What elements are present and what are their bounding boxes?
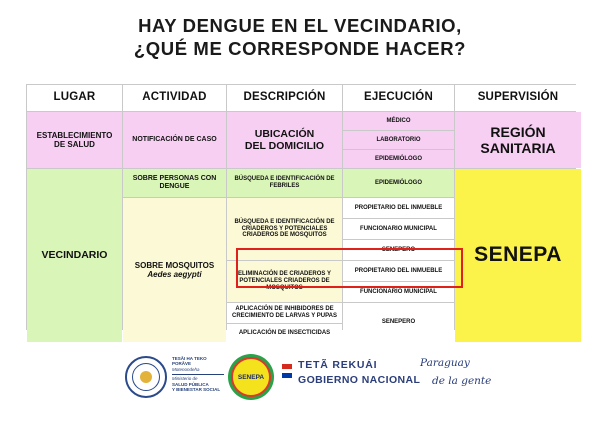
ejecucion-propietario-1: PROPIETARIO DEL INMUEBLE xyxy=(343,198,454,218)
ministry-seal-icon xyxy=(125,356,167,398)
ejecucion-funcionario-1: FUNCIONARIO MUNICIPAL xyxy=(343,219,454,239)
descripcion-ubicacion xyxy=(227,112,342,168)
footer-logos xyxy=(0,350,600,410)
lugar-establecimiento: ESTABLECIMIENTO DE SALUD xyxy=(27,112,122,168)
descripcion-criaderos: BÚSQUEDA E IDENTIFICACIÓN DE CRIADEROS Y POTENCIALES CRIADEROS DE MOSQUITOS xyxy=(227,198,342,260)
supervision-senepa: SENEPA xyxy=(455,169,581,342)
ejecucion-senepero-1: SENEPERO xyxy=(343,240,454,260)
supervision-region-line2: SANITARIA xyxy=(480,140,556,156)
title-line-2: ¿QUÉ ME CORRESPONDE HACER? xyxy=(133,38,467,59)
actividad-notificacion: NOTIFICACIÓN DE CASO xyxy=(123,112,226,168)
ministry-line-2: PORÃVE xyxy=(172,361,192,367)
actividad-personas: SOBRE PERSONAS CON DENGUE xyxy=(123,169,226,197)
ministry-line-1: TESÃI HA TEKO xyxy=(172,356,207,361)
ministry-line-3: Motenondeha xyxy=(172,366,200,372)
slogan-line-2: de la gente xyxy=(432,375,492,387)
supervision-region xyxy=(455,112,581,168)
descripcion-ubicacion-line1: UBICACIÓN xyxy=(254,127,315,140)
actividad-mosquitos-line1: SOBRE MOSQUITOS xyxy=(134,260,215,270)
ejecucion-propietario-2: PROPIETARIO DEL INMUEBLE xyxy=(343,261,454,281)
ejecucion-medico: MÉDICO xyxy=(343,112,454,130)
lugar-vecindario: VECINDARIO xyxy=(27,169,122,342)
slogan xyxy=(420,354,500,390)
actividad-mosquitos-species: Aedes aegypti xyxy=(147,270,202,279)
slogan-line-1: Paraguay xyxy=(420,357,470,369)
responsibility-table xyxy=(26,84,576,336)
ejecucion-epidemiologo-1: EPIDEMIÓLOGO xyxy=(343,150,454,168)
header-ejecucion: EJECUCIÓN xyxy=(343,85,454,111)
supervision-region-line1: REGIÓN xyxy=(490,123,546,140)
ministry-line-4: Ministerio de xyxy=(172,376,198,382)
ejecucion-epidemiologo-2: EPIDEMIÓLOGO xyxy=(343,169,454,197)
senepa-logo-icon xyxy=(228,354,274,400)
ministry-line-6: Y BIENESTAR SOCIAL xyxy=(172,387,221,393)
descripcion-febriles: BÚSQUEDA E IDENTIFICACIÓN DE FEBRILES xyxy=(227,169,342,197)
actividad-mosquitos xyxy=(123,198,226,342)
page-title xyxy=(0,14,600,60)
descripcion-eliminacion: ELIMINACIÓN DE CRIADEROS Y POTENCIALES CRIADEROS DE MOSQUITOS xyxy=(227,261,342,302)
senepa-logo-text: SENEPA xyxy=(231,357,271,397)
descripcion-ubicacion-line2: DEL DOMICILIO xyxy=(244,140,325,152)
header-descripcion: DESCRIPCIÓN xyxy=(227,85,342,111)
ejecucion-senepero-2: SENEPERO xyxy=(343,303,454,342)
ejecucion-laboratorio: LABORATORIO xyxy=(343,131,454,149)
header-lugar: LUGAR xyxy=(27,85,122,111)
title-line-1: HAY DENGUE EN EL VECINDARIO, xyxy=(138,15,462,36)
descripcion-inhibidores: APLICACIÓN DE INHIBIDORES DE CRECIMIENTO DE LARVAS Y PUPAS xyxy=(227,303,342,323)
gov-line-1: TETÃ REKUÁI xyxy=(298,359,378,371)
paraguay-flag-icon xyxy=(282,364,292,378)
ministry-text xyxy=(172,356,224,392)
ejecucion-funcionario-2: FUNCIONARIO MUNICIPAL xyxy=(343,282,454,302)
descripcion-insecticidas: APLICACIÓN DE INSECTICIDAS xyxy=(227,324,342,342)
header-actividad: ACTIVIDAD xyxy=(123,85,226,111)
gov-line-2: GOBIERNO NACIONAL xyxy=(298,374,421,386)
header-supervision: SUPERVISIÓN xyxy=(455,85,581,111)
ministry-line-5: SALUD PÚBLICA xyxy=(172,381,209,387)
